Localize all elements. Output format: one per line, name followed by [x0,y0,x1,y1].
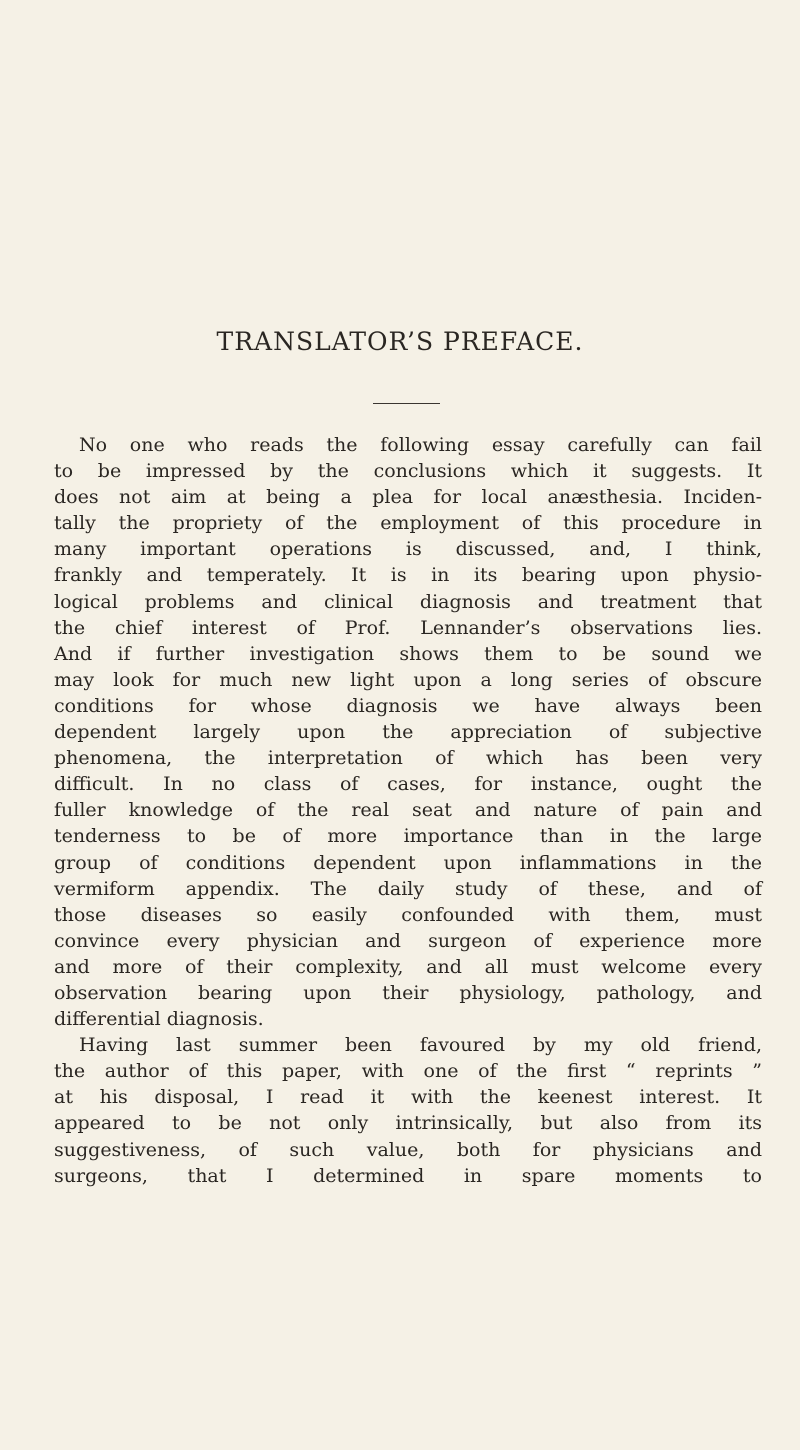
text-line: suggestiveness, of such value, both for physicians and [54,1138,762,1161]
text-line: fuller knowledge of the real seat and nature of pain and [54,799,762,822]
preface-body [54,432,762,1189]
text-line: difficult. In no class of cases, for instance, ought the [54,773,762,796]
text-line: surgeons, that I determined in spare moments to [54,1164,762,1187]
text-line: Having last summer been favoured by my old friend, [79,1034,762,1057]
text-line: conditions for whose diagnosis we have always been [54,694,762,717]
text-line: many important operations is discussed, and, I think, [54,538,762,561]
text-line: And if further investigation shows them to be sound we [54,642,762,665]
text-line: tally the propriety of the employment of this procedure in [54,512,762,535]
paragraph-2 [54,1032,762,1189]
text-line: does not aim at being a plea for local anæsthesia. Inciden- [54,486,762,509]
title-divider [373,403,440,404]
text-line: to be impressed by the conclusions which it suggests. It [54,460,762,483]
text-line: differential diagnosis. [54,1008,264,1031]
text-line: at his disposal, I read it with the keenest interest. It [54,1086,762,1109]
text-line: logical problems and clinical diagnosis and treatment that [54,590,762,613]
text-line: No one who reads the following essay carefully can fail [79,434,762,456]
text-line: observation bearing upon their physiology, pathology, and [54,981,762,1004]
text-line: tenderness to be of more importance than in the large [54,825,762,848]
page-title: TRANSLATOR’S PREFACE. [216,327,584,356]
text-line: may look for much new light upon a long series of obscure [54,668,762,691]
text-line: appeared to be not only intrinsically, but also from its [54,1112,762,1135]
text-line: frankly and temperately. It is in its bearing upon physio- [54,564,762,587]
text-line: phenomena, the interpretation of which has been very [54,747,762,770]
text-line: and more of their complexity, and all must welcome every [54,955,762,978]
text-line: dependent largely upon the appreciation of subjective [54,721,762,744]
text-line: group of conditions dependent upon inflammations in the [54,851,762,874]
text-line: the chief interest of Prof. Lennander’s observations lies. [54,616,762,639]
text-line: convince every physician and surgeon of experience more [54,929,762,952]
text-line: the author of this paper, with one of the first “ reprints ” [54,1060,762,1083]
text-line: those diseases so easily confounded with them, must [54,903,762,926]
text-line: vermiform appendix. The daily study of these, and of [54,877,762,900]
paragraph-1 [54,432,762,1032]
